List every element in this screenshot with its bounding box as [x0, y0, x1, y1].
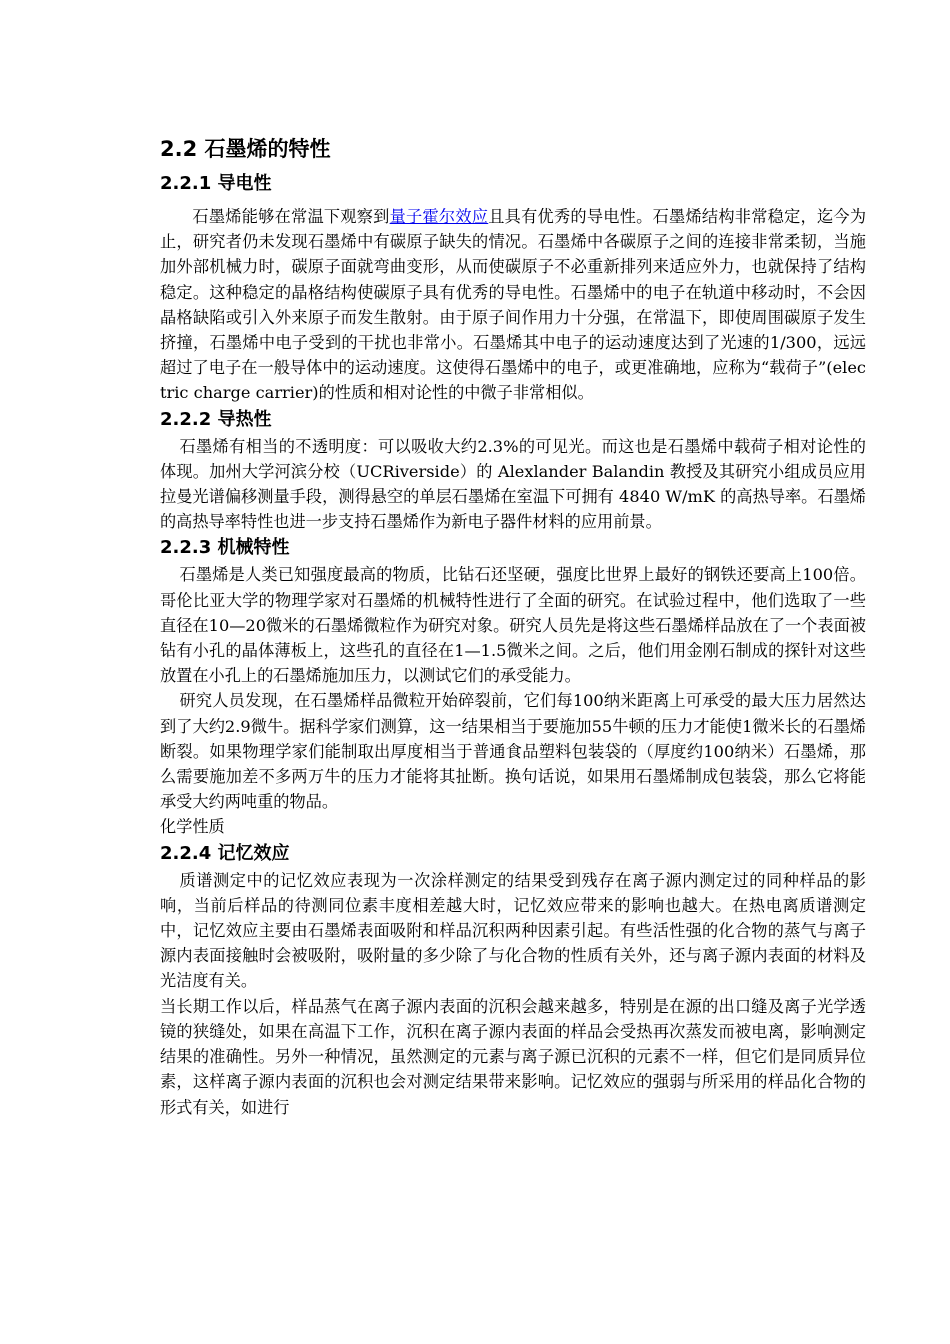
paragraph-thermal-conductivity: 石墨烯有相当的不透明度：可以吸收大约2.3%的可见光。而这也是石墨烯中载荷子相对论性的体现。加州大学河滨分校（UCRiverside）的 Alexlander Balandin 教授及其研究小组成员应用拉曼光谱偏移测量手段，测得悬空的单层石墨烯在室温下可拥有 4840 W/mK 的高热导率。石墨烯的高热导率特性也进一步支持石墨烯作为新电子器件材料的应用前景。 — [160, 436, 866, 532]
heading-conductivity: 2.2.1 导电性 — [160, 173, 272, 194]
paragraph-chemical-properties: 化学性质 — [160, 817, 225, 837]
section-title: 2.2 石墨烯的特性 — [160, 137, 331, 161]
document-page — [160, 132, 866, 1120]
heading-thermal-conductivity: 2.2.2 导热性 — [160, 408, 272, 430]
quantum-hall-effect-link[interactable]: 量子霍尔效应 — [389, 207, 489, 226]
paragraph-conductivity-text-after: 且具有优秀的导电性。石墨烯结构非常稳定，迄今为止，研究者仍未发现石墨烯中有碳原子缺失的情况。石墨烯中各碳原子之间的连接非常柔韧，当施加外部机械力时，碳原子面就弯曲变形，从而使碳原子不必重新排列来适应外力，也就保持了结构稳定。这种稳定的晶格结构使碳原子具有优秀的导电性。石墨烯中的电子在轨道中移动时，不会因晶格缺陷或引入外来原子而发生散射。由于原子间作用力十分强，在常温下，即使周围碳原子发生挤撞，石墨烯中电子受到的干扰也非常小。石墨烯其中电子的运动速度达到了光速的1/300，远远超过了电子在一般导体中的运动速度。这使得石墨烯中的电子，或更准确地，应称为“载荷子”(electric charge carrier)的性质和相对论性的中微子非常相似。 — [160, 207, 867, 403]
heading-mechanical-properties: 2.2.3 机械特性 — [160, 537, 290, 559]
paragraph-mechanical-1: 石墨烯是人类已知强度最高的物质，比钻石还坚硬，强度比世界上最好的钢铁还要高上100倍。哥伦比亚大学的物理学家对石墨烯的机械特性进行了全面的研究。在试验过程中，他们选取了一些直径在10—20微米的石墨烯微粒作为研究对象。研究人员先是将这些石墨烯样品放在了一个表面被钻有小孔的晶体薄板上，这些孔的直径在1—1.5微米之间。之后，他们用金刚石制成的探针对这些放置在小孔上的石墨烯施加压力，以测试它们的承受能力。 — [160, 565, 866, 686]
paragraph-memory-2: 当长期工作以后，样品蒸气在离子源内表面的沉积会越来越多，特别是在源的出口缝及离子光学透镜的狭缝处，如果在高温下工作，沉积在离子源内表面的样品会受热再次蒸发而被电离，影响测定结果的准确性。另外一种情况，虽然测定的元素与离子源已沉积的元素不一样，但它们是同质异位素，这样离子源内表面的沉积也会对测定结果带来影响。记忆效应的强弱与所采用的样品化合物的形式有关，如进行 — [160, 996, 866, 1117]
paragraph-conductivity — [160, 204, 866, 406]
heading-memory-effect: 2.2.4 记忆效应 — [160, 842, 290, 864]
paragraph-mechanical-2: 研究人员发现，在石墨烯样品微粒开始碎裂前，它们每100纳米距离上可承受的最大压力居然达到了大约2.9微牛。据科学家们测算，这一结果相当于要施加55牛顿的压力才能使1微米长的石墨烯断裂。如果物理学家们能制取出厚度相当于普通食品塑料包装袋的（厚度约100纳米）石墨烯，那么需要施加差不多两万牛的压力才能将其扯断。换句话说，如果用石墨烯制成包装袋，那么它将能承受大约两吨重的物品。 — [160, 691, 866, 812]
paragraph-conductivity-text-before: 石墨烯能够在常温下观察到 — [192, 207, 390, 226]
paragraph-memory-1: 质谱测定中的记忆效应表现为一次涂样测定的结果受到残存在离子源内测定过的同种样品的影响，当前后样品的待测同位素丰度相差越大时，记忆效应带来的影响也越大。在热电离质谱测定中，记忆效应主要由石墨烯表面吸附和样品沉积两种因素引起。有些活性强的化合物的蒸气与离子源内表面接触时会被吸附，吸附量的多少除了与化合物的性质有关外，还与离子源内表面的材料及光洁度有关。 — [160, 870, 866, 991]
